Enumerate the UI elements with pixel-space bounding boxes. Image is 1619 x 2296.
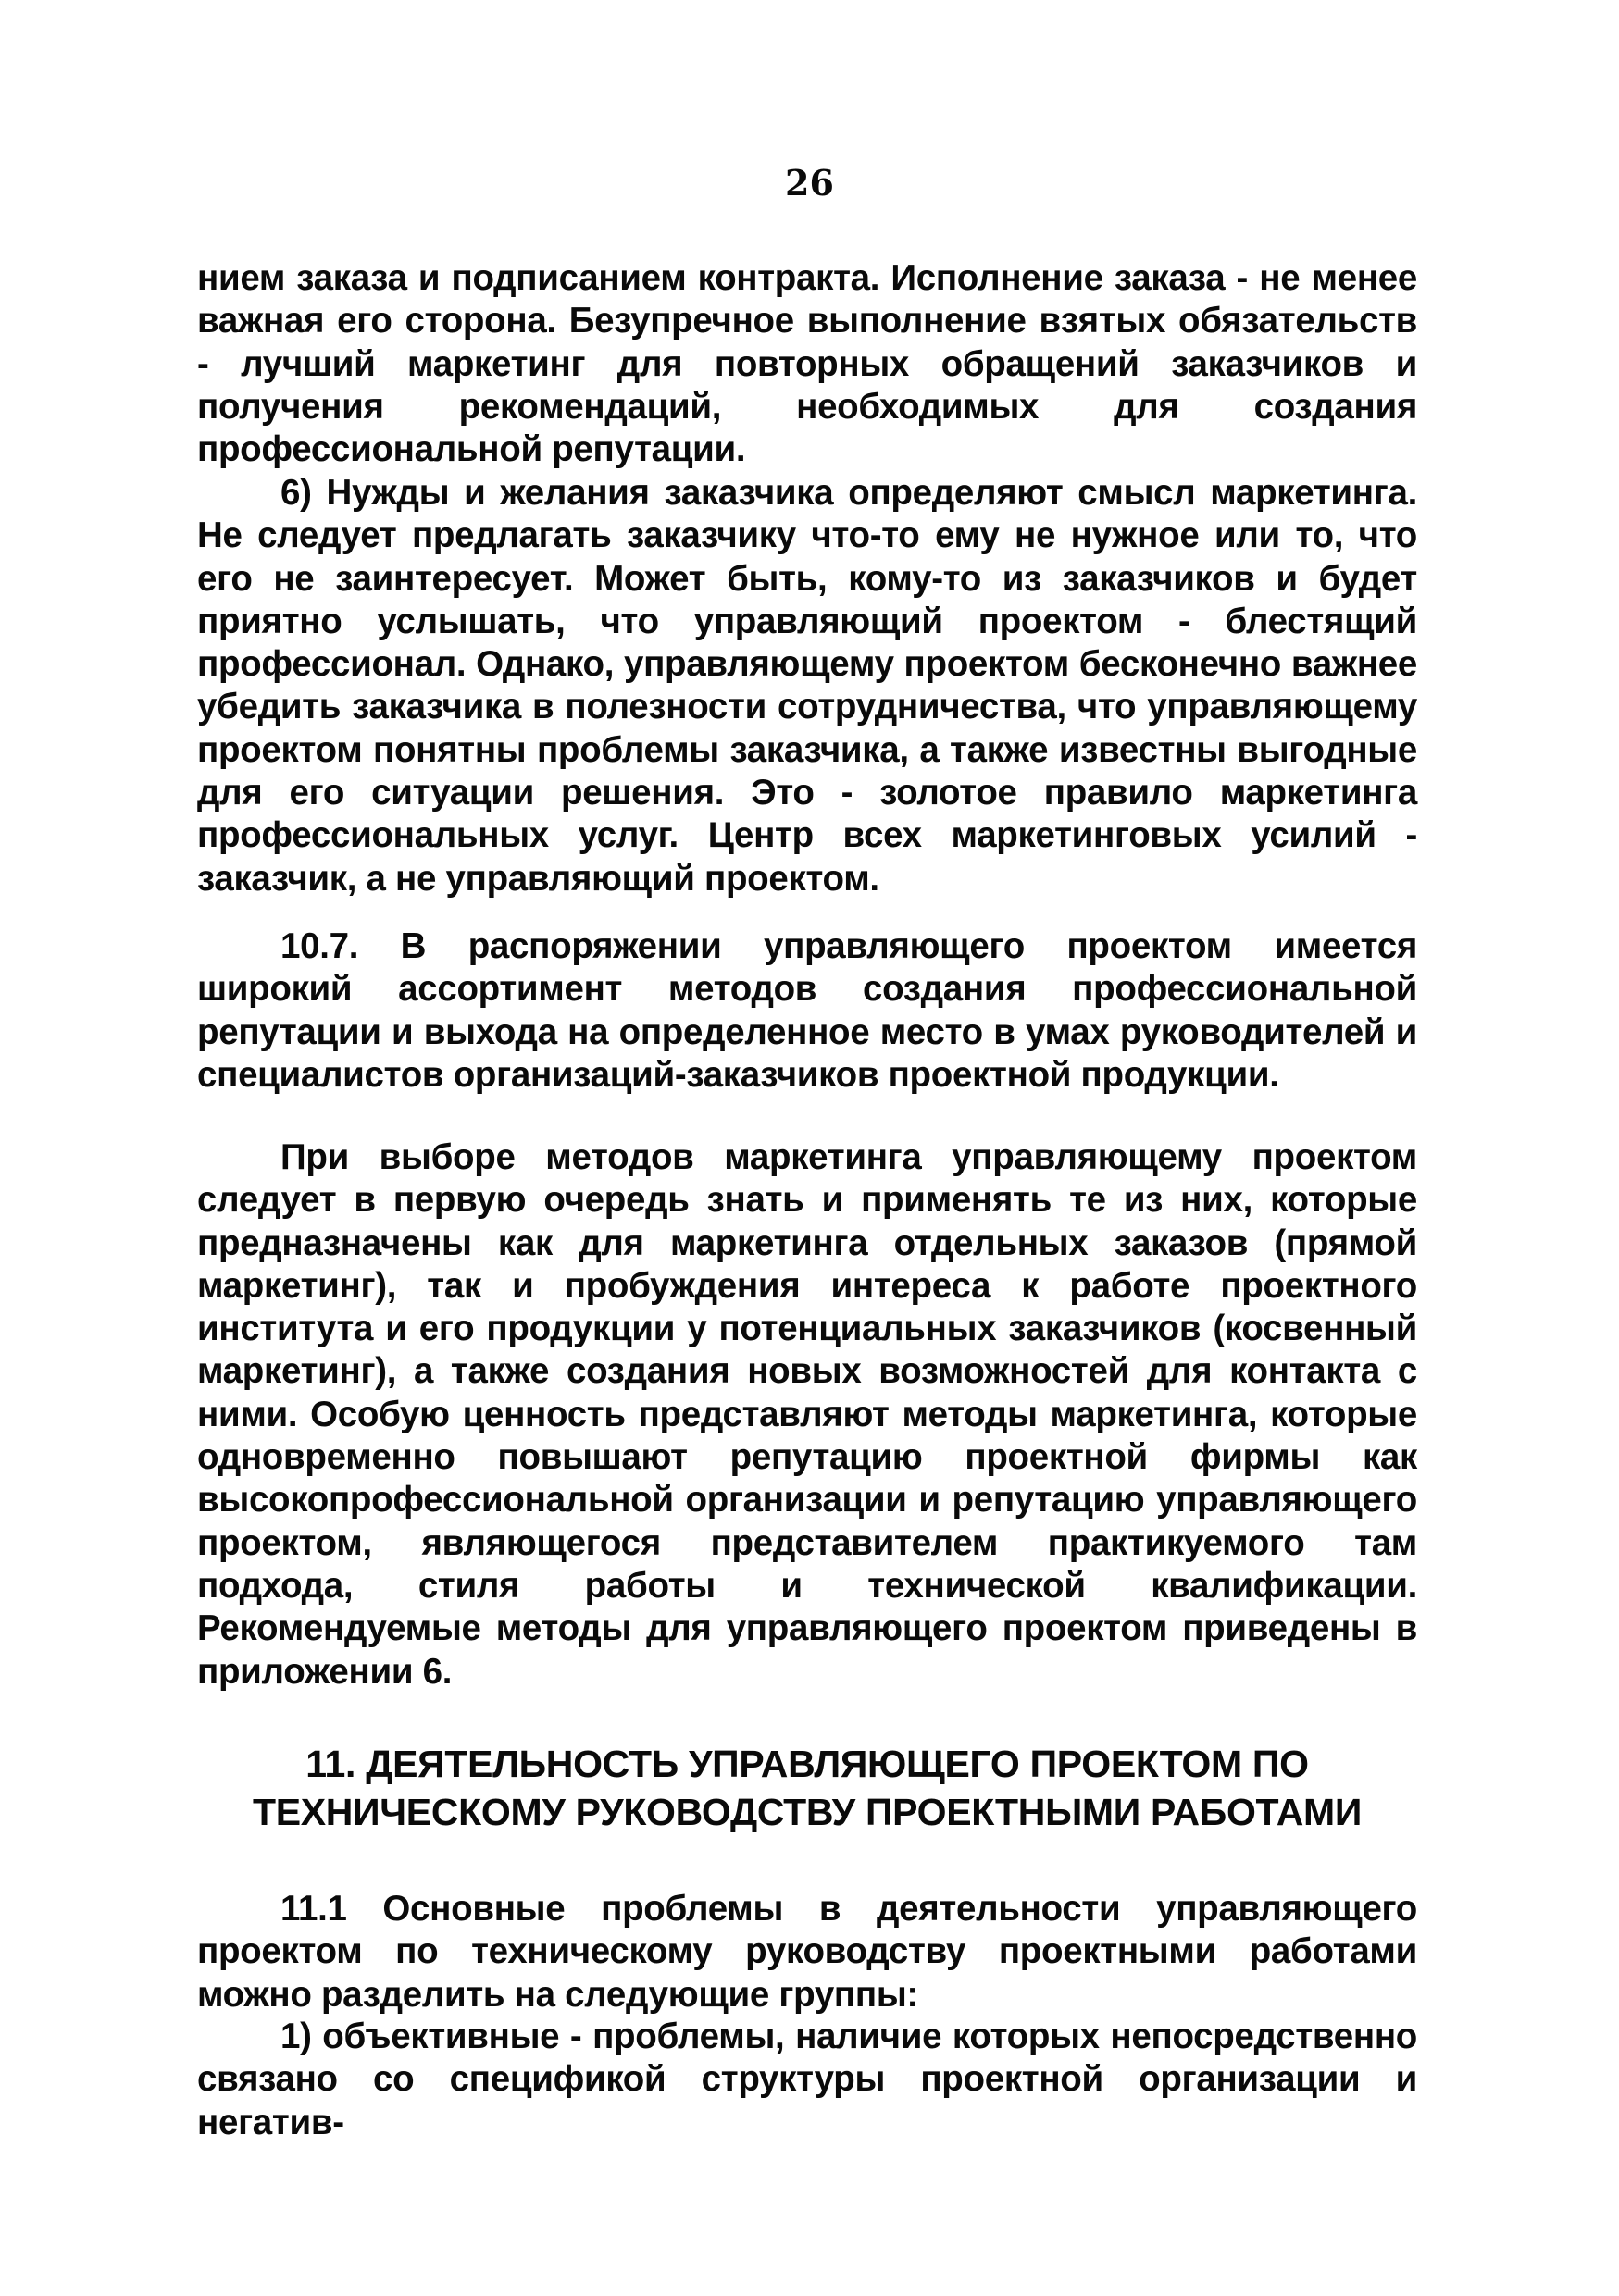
page-number: 26 [785, 162, 834, 204]
paragraph-11-1: 11.1 Основные проблемы в деятельности управляющего проектом по техническому руководству проектными работами можно разделить на следующие группы: [197, 1889, 1417, 2015]
paragraph-marketing-methods: При выборе методов маркетинга управляющему проектом следует в первую очередь знать и применять те из них, которые предназначены как для маркетинга отдельных заказов (прямой маркетинг), так и пробуждения интереса к работе проектного института и его продукции у потенциальных заказчиков (косвенный маркетинг), а также создания новых возможностей для контакта с ними. Особую ценность представляют методы маркетинга, которые одновременно повышают репутацию проектной фирмы как высокопрофессиональной организации и репутацию управляющего проектом, являющегося представителем практикуемого там подхода, стиля работы и технической квалификации. Рекомендуемые методы для управляющего проектом приведены в приложении 6. [197, 1137, 1417, 1692]
section-heading-line-2: ТЕХНИЧЕСКОМУ РУКОВОДСТВУ ПРОЕКТНЫМИ РАБОТАМИ [252, 1791, 1363, 1833]
paragraph-continuation: нием заказа и подписанием контракта. Исполнение заказа - не менее важная его сторона. Безупречное выполнение взятых обязательств - лучший маркетинг для повторных обращений заказчиков и получения рекомендаций, необходимых для создания профессиональной репутации. [197, 258, 1417, 470]
paragraph-item-6: 6) Нужды и желания заказчика определяют смысл маркетинга. Не следует предлагать заказчику что-то ему не нужное или то, что его не заинтересует. Может быть, кому-то из заказчиков и будет приятно услышать, что управляющий проектом - блестящий профессионал. Однако, управляющему проектом бесконечно важнее убедить заказчика в полезности сотрудничества, что управляющему проектом понятны проблемы заказчика, а также известны выгодные для его ситуации решения. Это - золотое правило маркетинга профессиональных услуг. Центр всех маркетинговых усилий - заказчик, а не управляющий проектом. [197, 473, 1417, 899]
paragraph-item-1: 1) объективные - проблемы, наличие которых непосредственно связано со спецификой структуры проектной организации и негатив- [197, 2017, 1417, 2142]
paragraph-10-7: 10.7. В распоряжении управляющего проектом имеется широкий ассортимент методов создания профессиональной репутации и выхода на определенное место в умах руководителей и специалистов организаций-заказчиков проектной продукции. [197, 926, 1417, 1095]
section-heading-line-1: 11. ДЕЯТЕЛЬНОСТЬ УПРАВЛЯЮЩЕГО ПРОЕКТОМ ПО [305, 1743, 1309, 1785]
section-heading [197, 1740, 1417, 1836]
